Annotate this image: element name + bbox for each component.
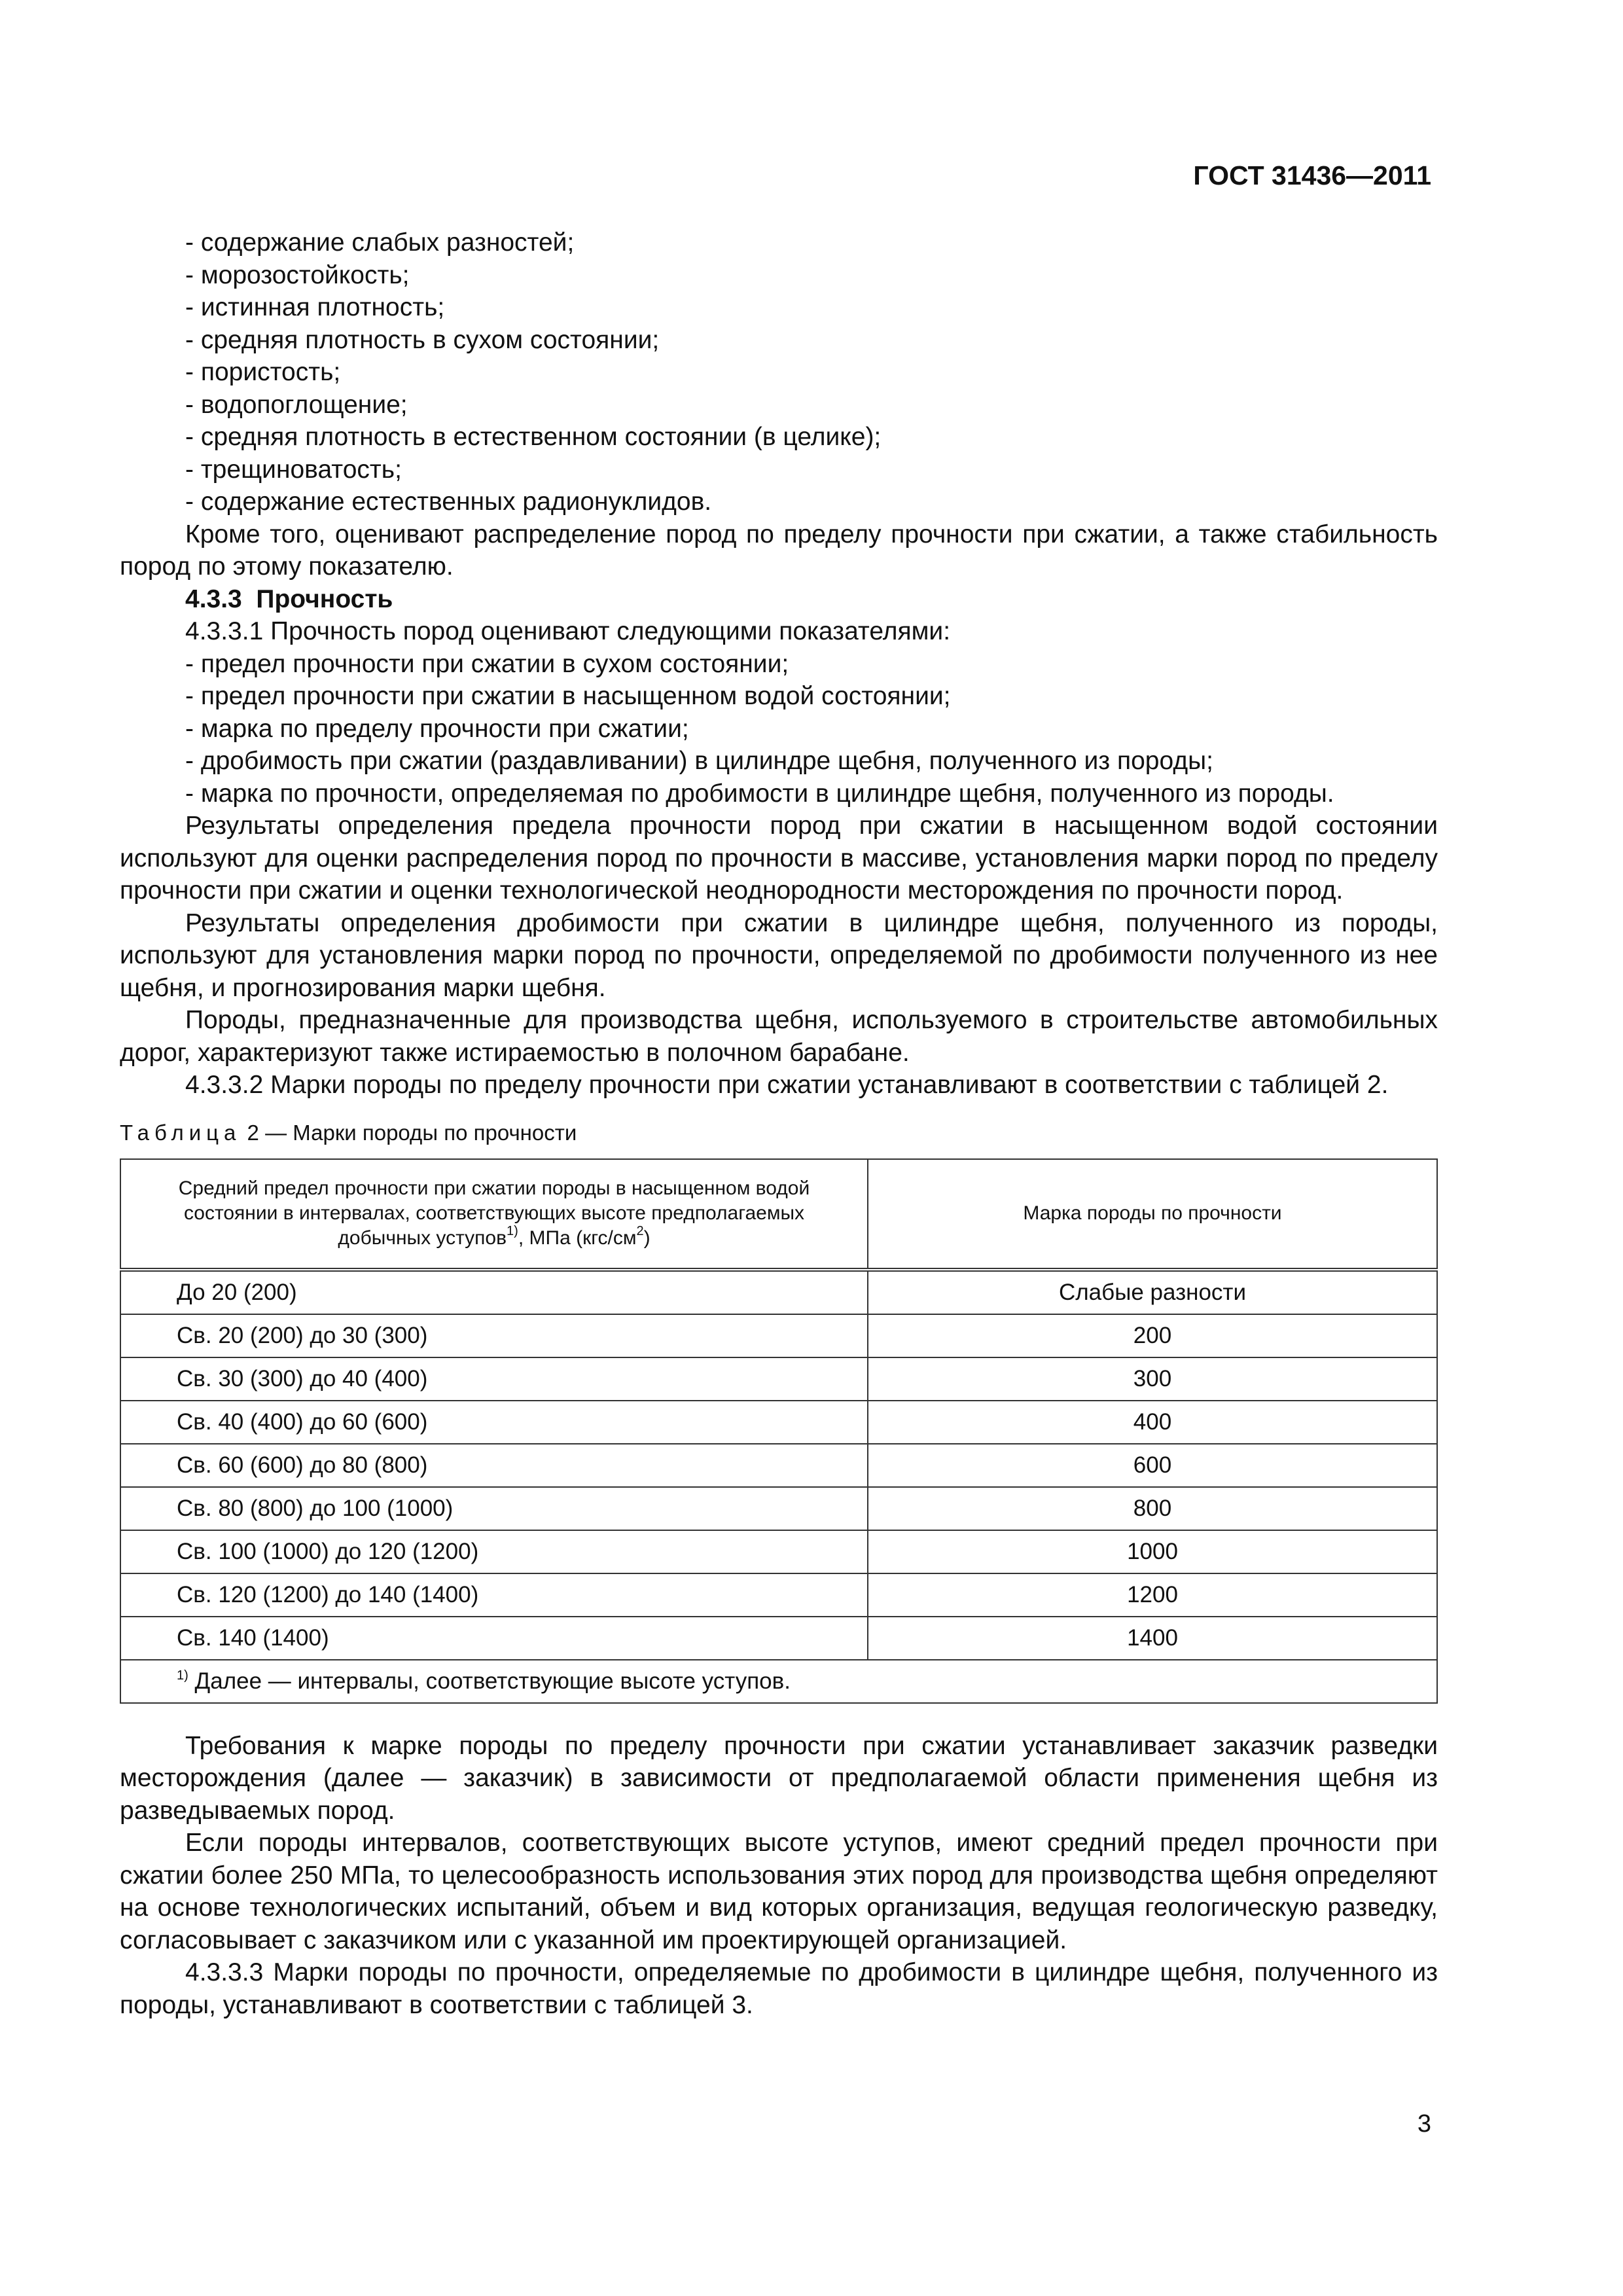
cell-range: Св. 100 (1000) до 120 (1200) bbox=[120, 1530, 868, 1573]
list-item: - предел прочности при сжатии в сухом состоянии; bbox=[185, 649, 789, 678]
cell-range: Св. 30 (300) до 40 (400) bbox=[120, 1357, 868, 1401]
table-caption-label: Таблица bbox=[120, 1120, 241, 1145]
table-footnote: $^{1)}$ Далее — интервалы, соответствующие высоте уступов. bbox=[120, 1660, 1437, 1703]
clause-4-3-3-1: 4.3.3.1 Прочность пород оценивают следующими показателями: bbox=[185, 617, 951, 645]
cell-range: Св. 40 (400) до 60 (600) bbox=[120, 1401, 868, 1444]
cell-range: Св. 140 (1400) bbox=[120, 1617, 868, 1660]
paragraph-results-crushability: Результаты определения дробимости при сжатии в цилиндре щебня, полученного из породы, используют для установления марки пород по прочности, определяемой по дробимости полученного из нее щебня, и прогнозирования марки щебня. bbox=[120, 908, 1438, 1002]
table-row bbox=[120, 1530, 1437, 1573]
cell-range: Св. 60 (600) до 80 (800) bbox=[120, 1444, 868, 1487]
paragraph-distribution: Кроме того, оценивают распределение пород по пределу прочности при сжатии, а также стабильность пород по этому показателю. bbox=[120, 520, 1438, 581]
header-grade: Марка породы по прочности bbox=[868, 1159, 1437, 1270]
list-item: - пористость; bbox=[185, 358, 341, 386]
cell-range: До 20 (200) bbox=[120, 1270, 868, 1314]
list-item: - трещиноватость; bbox=[185, 455, 402, 484]
section-title: Прочность bbox=[256, 584, 393, 613]
table-row bbox=[120, 1617, 1437, 1660]
table-row bbox=[120, 1270, 1437, 1314]
header-strength-interval: Средний предел прочности при сжатии породы в насыщенном водой состоянии в интервалах, соответствующих высоте предполагаемых добычных уступов$^{1)}$, МПа $(кгс/см^2)$ bbox=[120, 1159, 868, 1270]
table-caption bbox=[120, 1120, 1438, 1146]
list-item: - морозостойкость; bbox=[185, 260, 410, 289]
intro-list bbox=[120, 226, 1438, 518]
table-row bbox=[120, 1573, 1437, 1617]
list-item: - средняя плотность в сухом состоянии; bbox=[185, 325, 660, 354]
table-header-row bbox=[120, 1159, 1437, 1270]
paragraph-results-strength: Результаты определения предела прочности пород при сжатии в насыщенном водой состоянии используют для оценки распределения пород по прочности в массиве, установления марки пород по пределу прочности при сжатии и оценки технологической неоднородности месторождения по прочности пород. bbox=[120, 812, 1438, 905]
table-footnote-row bbox=[120, 1660, 1437, 1703]
list-item: - истинная плотность; bbox=[185, 293, 445, 321]
section-heading bbox=[120, 583, 1438, 616]
list-item: - марка по прочности, определяемая по дробимости в цилиндре щебня, полученного из породы. bbox=[185, 779, 1334, 808]
section-number: 4.3.3 bbox=[185, 584, 242, 613]
list-item: - марка по пределу прочности при сжатии; bbox=[185, 714, 689, 743]
cell-grade: 1400 bbox=[868, 1617, 1437, 1660]
cell-range: Св. 120 (1200) до 140 (1400) bbox=[120, 1573, 868, 1617]
cell-grade: Слабые разности bbox=[868, 1270, 1437, 1314]
clause-4-3-3-3: 4.3.3.3 Марки породы по прочности, определяемые по дробимости в цилиндре щебня, полученного из породы, устанавливают в соответствии с таблицей 3. bbox=[120, 1958, 1438, 2019]
cell-grade: 1200 bbox=[868, 1573, 1437, 1617]
paragraph-road-rocks: Породы, предназначенные для производства щебня, используемого в строительстве автомобильных дорог, характеризуют также истираемостью в полочном барабане. bbox=[120, 1006, 1438, 1067]
document-designation: ГОСТ 31436—2011 bbox=[1193, 160, 1431, 190]
list-item: - водопоглощение; bbox=[185, 390, 408, 419]
strength-list bbox=[120, 648, 1438, 810]
list-item: - средняя плотность в естественном состоянии (в целике); bbox=[185, 423, 882, 451]
paragraph-high-strength: Если породы интервалов, соответствующих высоте уступов, имеют средний предел прочности при сжатии более 250 МПа, то целесообразность использования этих пород для производства щебня определяют на основе технологических испытаний, объем и вид которых организация, ведущая геологическую разведку, согласовывает с заказчиком или с указанной им проектирующей организацией. bbox=[120, 1829, 1438, 1954]
list-item: - содержание слабых разностей; bbox=[185, 228, 575, 257]
grade-table bbox=[120, 1158, 1438, 1704]
list-item: - дробимость при сжатии (раздавливании) в цилиндре щебня, полученного из породы; bbox=[185, 747, 1213, 775]
page-body bbox=[120, 226, 1438, 2021]
cell-grade: 800 bbox=[868, 1487, 1437, 1530]
cell-grade: 1000 bbox=[868, 1530, 1437, 1573]
table-row bbox=[120, 1444, 1437, 1487]
list-item: - предел прочности при сжатии в насыщенном водой состоянии; bbox=[185, 682, 951, 710]
page-number: 3 bbox=[1417, 2110, 1431, 2138]
cell-range: Св. 20 (200) до 30 (300) bbox=[120, 1314, 868, 1357]
table-row bbox=[120, 1487, 1437, 1530]
table-row bbox=[120, 1314, 1437, 1357]
cell-grade: 400 bbox=[868, 1401, 1437, 1444]
cell-grade: 200 bbox=[868, 1314, 1437, 1357]
cell-range: Св. 80 (800) до 100 (1000) bbox=[120, 1487, 868, 1530]
list-item: - содержание естественных радионуклидов. bbox=[185, 488, 712, 516]
paragraph-requirements: Требования к марке породы по пределу прочности при сжатии устанавливает заказчик разведки месторождения (далее — заказчик) в зависимости от предполагаемой области применения щебня из разведываемых пород. bbox=[120, 1731, 1438, 1825]
cell-grade: 600 bbox=[868, 1444, 1437, 1487]
clause-4-3-3-2: 4.3.3.2 Марки породы по пределу прочности при сжатии устанавливают в соответствии с таблицей 2. bbox=[185, 1071, 1389, 1099]
table-row bbox=[120, 1401, 1437, 1444]
table-caption-title: 2 — Марки породы по прочности bbox=[241, 1120, 577, 1145]
table-row bbox=[120, 1357, 1437, 1401]
cell-grade: 300 bbox=[868, 1357, 1437, 1401]
